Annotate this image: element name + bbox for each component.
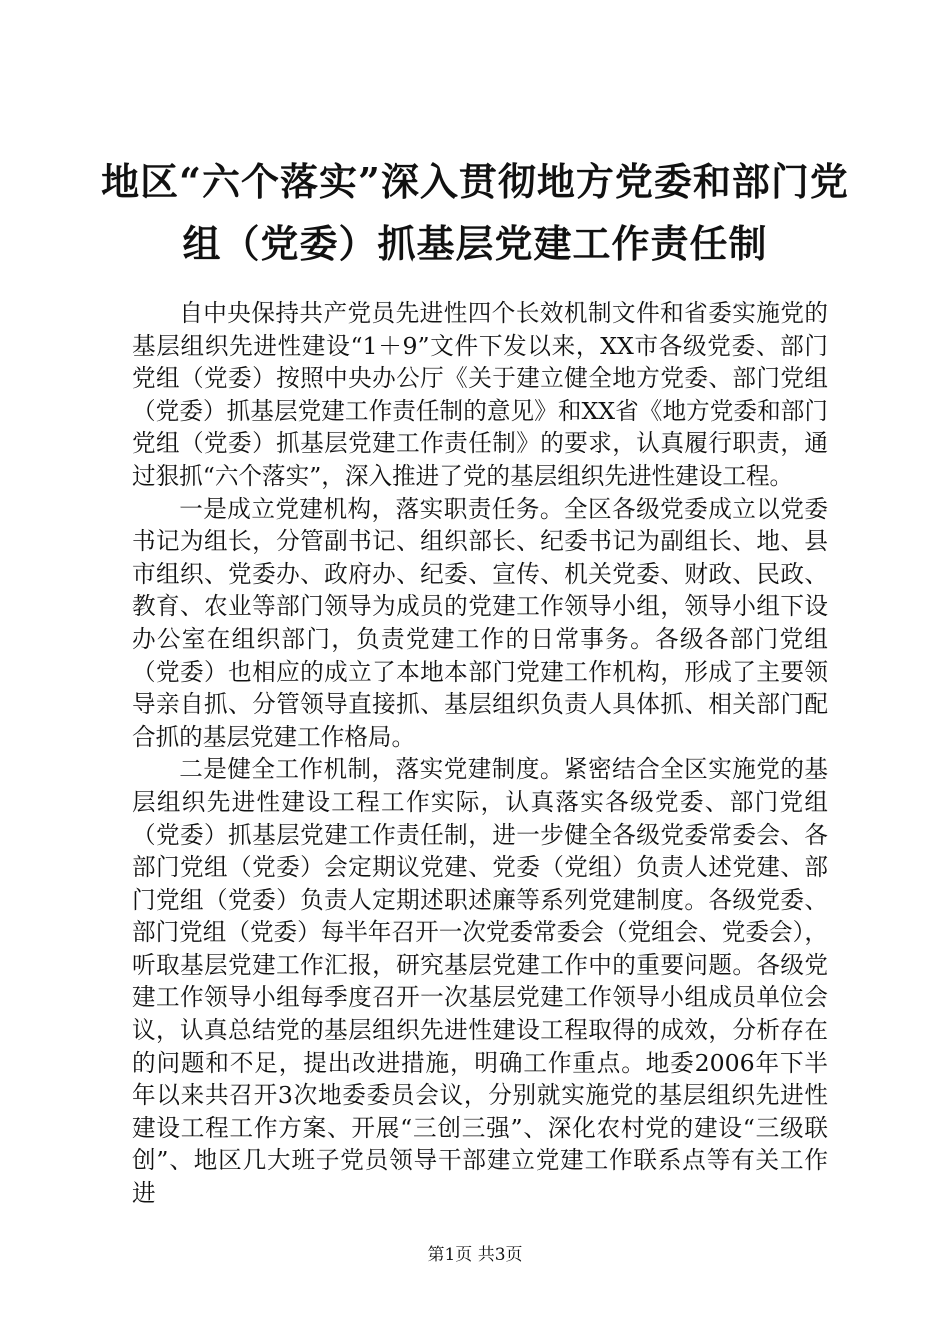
document-body [132,297,828,1210]
document-title-line-1: 地区“六个落实”深入贯彻地方党委和部门党 [101,159,849,204]
paragraph-point-2: 二是健全工作机制，落实党建制度。紧密结合全区实施党的基层组织先进性建设工程工作实际，认真落实各级党委、部门党组（党委）抓基层党建工作责任制，进一步健全各级党委常委会、各部门党组（党委）会定期议党建、党委（党组）负责人述党建、部门党组（党委）负责人定期述职述廉等系列党建制度。各级党委、部门党组（党委）每半年召开一次党委常委会（党组会、党委会），听取基层党建工作汇报，研究基层党建工作中的重要问题。各级党建工作领导小组每季度召开一次基层党建工作领导小组成员单位会议，认真总结党的基层组织先进性建设工程取得的成效，分析存在的问题和不足，提出改进措施，明确工作重点。地委2006年下半年以来共召开3次地委委员会议，分别就实施党的基层组织先进性建设工程工作方案、开展“三创三强”、深化农村党的建设“三级联创”、地区几大班子党员领导干部建立党建工作联系点等有关工作进 [132,755,829,1208]
document-title-line-2: 组（党委）抓基层党建工作责任制 [182,221,768,266]
paragraph-point-1: 一是成立党建机构，落实职责任务。全区各级党委成立以党委书记为组长，分管副书记、组织部长、纪委书记为副组长、地、县市组织、党委办、政府办、纪委、宣传、机关党委、财政、民政、教育、农业等部门领导为成员的党建工作领导小组，领导小组下设办公室在组织部门，负责党建工作的日常事务。各级各部门党组（党委）也相应的成立了本地本部门党建工作机构，形成了主要领导亲自抓、分管领导直接抓、基层组织负责人具体抓、相关部门配合抓的基层党建工作格局。 [132,494,828,751]
page-footer: 第1页 共3页 [427,1245,523,1265]
paragraph-intro: 自中央保持共产党员先进性四个长效机制文件和省委实施党的基层组织先进性建设“1＋9”文件下发以来，XX市各级党委、部门党组（党委）按照中央办公厅《关于建立健全地方党委、部门党组（党委）抓基层党建工作责任制的意见》和XX省《地方党委和部门党组（党委）抓基层党建工作责任制》的要求，认真履行职责，通过狠抓“六个落实”，深入推进了党的基层组织先进性建设工程。 [132,299,828,490]
